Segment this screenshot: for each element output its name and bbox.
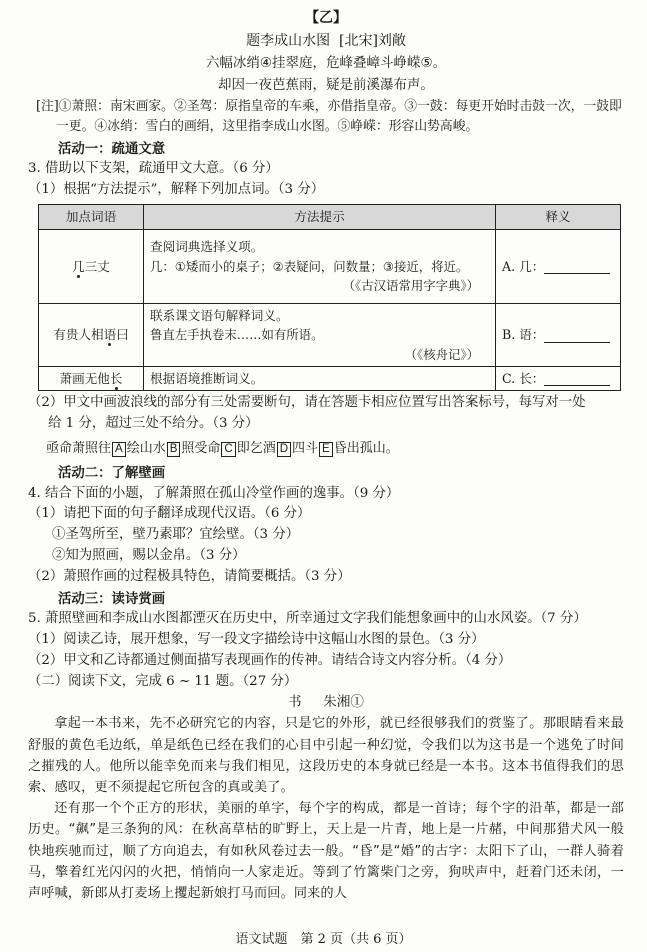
activity-three-heading: 活动三：读诗赏画	[58, 590, 166, 607]
method-table	[38, 204, 621, 391]
wavy-line-passage: 亟命萧照往 A 绘山水 B 照受命 C 即乞酒 D 四斗 E 昏出孤山。	[46, 440, 399, 456]
break-marker-b: B	[167, 442, 181, 457]
question-5-sub-1: （1）阅读乙诗，展开想象，写一段文字描绘诗中这幅山水图的景色。（3 分）	[28, 632, 485, 648]
hint-line: 几：①矮而小的桌子；②表疑问，问数量；③接近，将近。	[150, 258, 469, 274]
table-header: 释义	[496, 204, 621, 229]
table-cell-answer: A. 几：	[496, 229, 621, 303]
question-3-sub-1: （1）根据“方法提示”，解释下列加点词。（3 分）	[28, 182, 325, 198]
section-title: 【乙】	[305, 10, 347, 26]
poem-title: 题李成山水图	[246, 32, 331, 49]
hint-line: 根据语境推断词义。	[150, 370, 264, 386]
question-3-stem: 3. 借助以下支架，疏通甲文大意。（6 分）	[28, 161, 279, 177]
break-marker-a: A	[112, 442, 126, 457]
break-marker-d: D	[277, 442, 291, 457]
poem-line-2: 却因一夜芭蕉雨，疑是前溪瀑布声。	[218, 76, 434, 93]
answer-blank[interactable]	[544, 372, 610, 386]
table-row	[39, 303, 621, 366]
dotted-char: 几	[72, 258, 85, 274]
table-cell-hint	[144, 366, 496, 391]
poem-line-1: 六幅冰绡④挂翠庭，危峰叠嶂斗峥嵘⑤。	[205, 55, 447, 72]
table-cell-word: 几三丈	[39, 229, 144, 303]
poem-author: [北宋]刘敞	[338, 32, 406, 49]
hint-line: 查阅词典选择义项。	[150, 239, 264, 255]
question-4-sentence-2: ②知为照画，赐以金帛。（3 分）	[52, 548, 246, 563]
question-4-sub-2: （2）萧照作画的过程极具特色，请简要概括。（3 分）	[28, 568, 351, 584]
table-cell-hint	[144, 303, 496, 366]
notes-line-1: [注]①萧照：南宋画家。②圣驾：原指皇帝的车乘，亦借指皇帝。③一鼓：每更开始时击鼓一次，一鼓即	[36, 98, 622, 114]
break-marker-e: E	[319, 442, 333, 457]
dotted-char: 长	[109, 370, 123, 386]
dotted-char: 语	[103, 327, 117, 343]
question-4-stem: 4. 结合下面的小题，了解萧照在孤山冷堂作画的逸事。（9 分）	[28, 485, 400, 501]
poem-heading	[28, 31, 624, 53]
hint-source: （《古汉语常用字字典》）	[342, 278, 479, 294]
question-5-stem: 5. 萧照壁画和李成山水图都湮灭在历史中，所幸通过文字我们能想象画中的山水风姿。（7 分）	[28, 611, 587, 627]
question-4-sentence-1: ①圣驾所至，壁乃素耶？宜绘壁。（3 分）	[52, 527, 300, 543]
table-cell-word: 萧画无他长	[39, 366, 144, 391]
table-row	[39, 366, 621, 391]
question-5-sub-2: （2）甲文和乙诗都通过侧面描写表现画作的传神。请结合诗文内容分析。（4 分）	[28, 652, 512, 668]
notes-line-2: 一更。④冰绡：雪白的画绢，这里指李成山水图。⑤峥嵘：形容山势高峻。	[56, 119, 479, 135]
part-two-heading: （二）阅读下文，完成 6 ~ 11 题。（27 分）	[28, 673, 298, 689]
table-header: 加点词语	[39, 204, 144, 229]
answer-blank[interactable]	[544, 329, 610, 343]
essay-paragraph-1: 拿起一本书来，先不必研究它的内容，只是它的外形，就已经很够我们的赏鉴了。那眼睛看来最舒服的黄色毛边纸，单是纸色已经在我们的心目中引起一种幻觉，令我们以为这书是一个逃免了时间之摧残的人。他所以能幸免而来与我们相见，这段历史的本身就已经是一本书。这本书值得我们的思索、感叹，更不须提起它所包含的真或美了。	[28, 716, 624, 796]
question-3-sub-2: （2）甲文中画波浪线的部分有三处需要断句，请在答题卡相应位置写出答案标号，每写对一处	[28, 395, 586, 411]
hint-source: （《核舟记》）	[404, 346, 479, 362]
activity-two-heading: 活动二：了解壁画	[58, 464, 166, 481]
page-footer: 语文试题 第 2 页（共 6 页）	[235, 932, 412, 947]
table-cell-answer: B. 语：	[496, 303, 621, 366]
table-cell-hint	[144, 229, 496, 303]
essay-heading	[28, 692, 624, 713]
essay-paragraph-2: 还有那一个个正方的形状，美丽的单字，每个字的构成，都是一首诗；每个字的沿革，都是一部历史。“飙”是三条狗的风：在秋高草枯的旷野上，天上是一片青，地上是一片赭，中间那猎犬风一般快地疾驰而过，顺了方向追去，有如秋风卷过去一般。“昏”是“婚”的古字：太阳下了山，一群人骑着马，擎着红光闪闪的火把，悄悄向一人家走近。等到了竹篱柴门之旁，狗吠声中，赶着门还未闭，一声呼喊，新郎从打麦场上攫起新娘打马而回。同来的人	[28, 801, 624, 902]
answer-blank[interactable]	[544, 260, 610, 274]
table-cell-answer: C. 长：	[496, 366, 621, 391]
hint-line: 鲁直左手执卷末……如有所语。	[150, 327, 324, 343]
table-row	[39, 229, 621, 303]
essay-author: 朱湘①	[323, 694, 364, 711]
question-4-sub-1: （1）请把下面的句子翻译成现代汉语。（6 分）	[28, 506, 311, 522]
break-marker-c: C	[221, 442, 235, 457]
table-cell-word: 有贵人相语曰	[39, 303, 144, 366]
question-3-sub-2-cont: 给 1 分，超过三处不给分。（3 分）	[48, 416, 259, 432]
activity-one-heading: 活动一：疏通文意	[58, 140, 166, 157]
table-header-row	[39, 204, 621, 229]
essay-title: 书	[288, 694, 302, 711]
hint-line: 联系课文语句解释词义。	[150, 307, 289, 323]
exam-page	[28, 8, 624, 904]
table-header: 方法提示	[144, 204, 496, 229]
